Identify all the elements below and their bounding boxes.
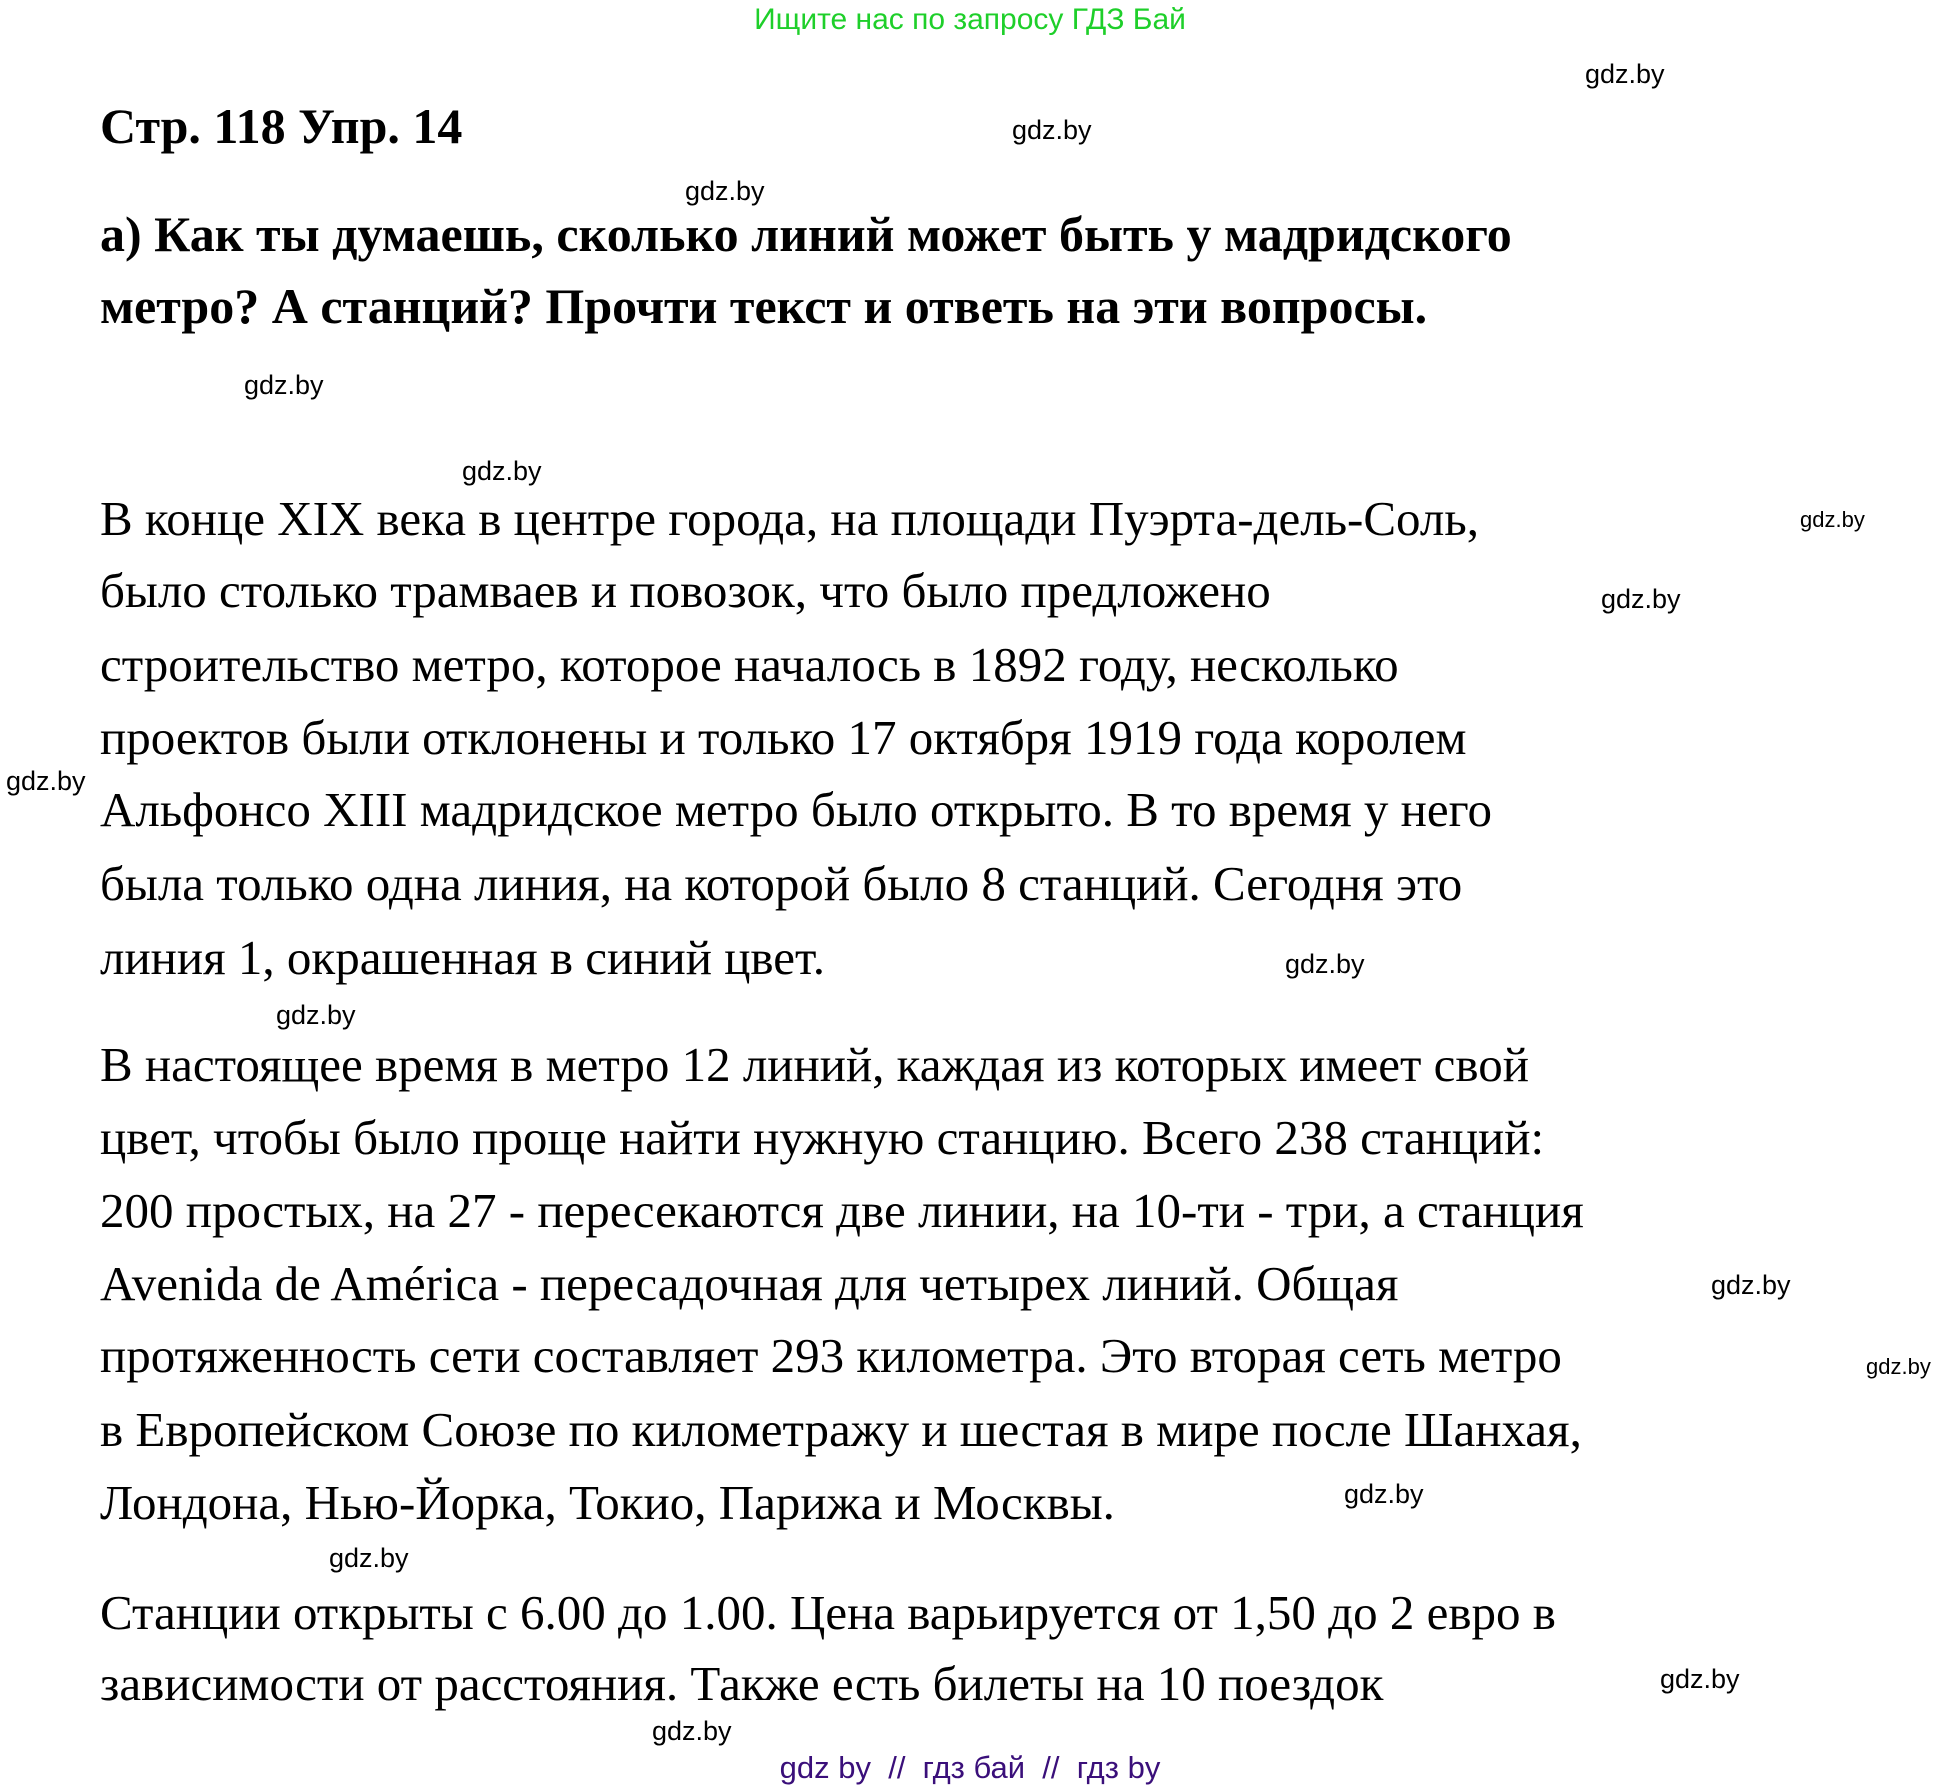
watermark: gdz.by [276, 1000, 356, 1030]
watermark: gdz.by [652, 1716, 732, 1746]
question-line: а) Как ты думаешь, сколько линий может быть у мадридского [100, 206, 1512, 262]
watermark: gdz.by [1585, 59, 1665, 89]
watermark: gdz.by [1866, 1354, 1931, 1379]
paragraph-line: В конце XIX века в центре города, на площади Пуэрта-дель-Соль, [100, 491, 1479, 546]
paragraph-line: зависимости от расстояния. Также есть билеты на 10 поездок [100, 1656, 1384, 1711]
watermark: gdz.by [1344, 1479, 1424, 1509]
search-banner: Ищите нас по запросу ГДЗ Бай [754, 3, 1186, 36]
paragraph-line: строительство метро, которое началось в 1892 году, несколько [100, 637, 1399, 692]
page-title: Стр. 118 Упр. 14 [100, 98, 463, 154]
paragraph-line: была только одна линия, на которой было 8 станций. Сегодня это [100, 856, 1463, 911]
paragraph-line: Станции открыты с 6.00 до 1.00. Цена варьируется от 1,50 до 2 евро в [100, 1585, 1556, 1640]
paragraph-line: в Европейском Союзе по километражу и шестая в мире после Шанхая, [100, 1402, 1582, 1457]
paragraph-line: проектов были отклонены и только 17 октября 1919 года королем [100, 710, 1467, 765]
paragraph-line: цвет, чтобы было проще найти нужную станцию. Всего 238 станций: [100, 1110, 1545, 1165]
watermark: gdz.by [6, 766, 86, 796]
paragraph-line: 200 простых, на 27 - пересекаются две линии, на 10-ти - три, а станция [100, 1183, 1584, 1238]
watermark: gdz.by [1012, 115, 1092, 145]
watermark: gdz.by [462, 456, 542, 486]
watermark: gdz.by [1660, 1664, 1740, 1694]
paragraph-line: Альфонсо XIII мадридское метро было открыто. В то время у него [100, 782, 1492, 837]
watermark: gdz.by [244, 370, 324, 400]
paragraph-line: было столько трамваев и повозок, что было предложено [100, 563, 1271, 618]
paragraph-line: линия 1, окрашенная в синий цвет. [100, 930, 825, 985]
paragraph-line: Лондона, Нью-Йорка, Токио, Парижа и Москвы. [100, 1475, 1115, 1530]
watermark: gdz.by [1285, 949, 1365, 979]
paragraph-line: Avenida de América - пересадочная для четырех линий. Общая [100, 1256, 1399, 1311]
watermark: gdz.by [1711, 1270, 1791, 1300]
footer-links[interactable]: gdz by // гдз бай // гдз by [779, 1750, 1161, 1785]
paragraph-line: В настоящее время в метро 12 линий, каждая из которых имеет свой [100, 1037, 1529, 1092]
question-line: метро? А станций? Прочти текст и ответь на эти вопросы. [100, 278, 1428, 334]
watermark: gdz.by [1800, 507, 1865, 532]
watermark: gdz.by [1601, 584, 1681, 614]
watermark: gdz.by [685, 176, 765, 206]
watermark: gdz.by [329, 1543, 409, 1573]
paragraph-line: протяженность сети составляет 293 километра. Это вторая сеть метро [100, 1328, 1562, 1383]
